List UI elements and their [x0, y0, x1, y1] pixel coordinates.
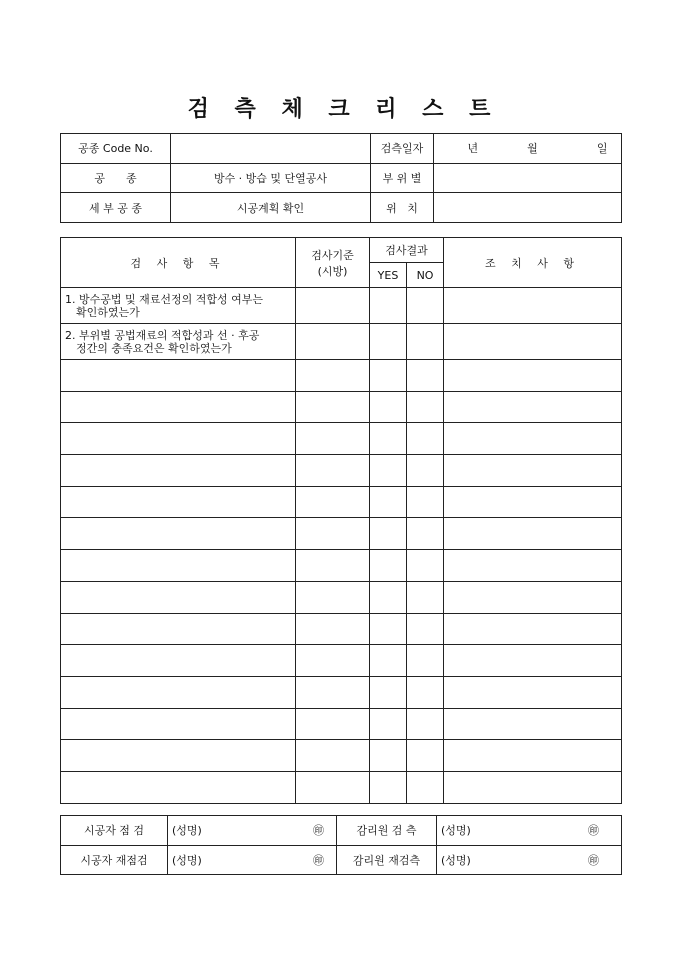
no-cell[interactable] [407, 360, 444, 392]
date-year-label: 년 [467, 142, 479, 156]
work-type-value[interactable]: 방수 · 방습 및 단열공사 [171, 163, 371, 193]
item-cell[interactable] [61, 645, 296, 677]
checklist-row [61, 771, 622, 803]
action-cell[interactable] [444, 550, 622, 582]
action-cell[interactable] [444, 676, 622, 708]
action-cell[interactable] [444, 486, 622, 518]
yes-cell[interactable] [370, 324, 407, 360]
col-header-standard-line2: (시방) [317, 264, 348, 278]
name-placeholder: (성명) [441, 853, 471, 867]
standard-cell[interactable] [296, 771, 370, 803]
yes-cell[interactable] [370, 645, 407, 677]
contractor-recheck-label: 시공자 재점검 [61, 845, 168, 875]
no-cell[interactable] [407, 740, 444, 772]
action-cell[interactable] [444, 518, 622, 550]
checklist-row [61, 550, 622, 582]
action-cell[interactable] [444, 360, 622, 392]
item-cell[interactable] [61, 486, 296, 518]
header-table [60, 133, 622, 223]
seal-icon: ㊞ [588, 853, 599, 867]
no-cell[interactable] [407, 518, 444, 550]
item-cell[interactable] [61, 771, 296, 803]
no-cell[interactable] [407, 391, 444, 423]
item-cell[interactable] [61, 455, 296, 487]
contractor-check-sign[interactable] [168, 816, 337, 846]
no-cell[interactable] [407, 771, 444, 803]
action-cell[interactable] [444, 613, 622, 645]
item-cell[interactable] [61, 550, 296, 582]
code-label: 공종 Code No. [61, 134, 171, 164]
seal-icon: ㊞ [313, 824, 324, 838]
location-label: 위 치 [371, 193, 434, 223]
col-header-no: NO [407, 263, 444, 288]
no-cell[interactable] [407, 676, 444, 708]
col-header-result: 검사결과 [370, 238, 444, 263]
yes-cell[interactable] [370, 288, 407, 324]
location-value[interactable] [434, 193, 622, 223]
blank-rows [61, 360, 622, 804]
name-placeholder: (성명) [172, 824, 202, 838]
action-cell[interactable] [444, 581, 622, 613]
seal-icon: ㊞ [313, 853, 324, 867]
no-cell[interactable] [407, 550, 444, 582]
standard-cell[interactable] [296, 676, 370, 708]
yes-cell[interactable] [370, 771, 407, 803]
checklist-row [61, 360, 622, 392]
yes-cell[interactable] [370, 486, 407, 518]
date-month-label: 월 [527, 142, 538, 156]
signature-table [60, 815, 622, 875]
checklist-item-2 [61, 324, 296, 360]
action-cell[interactable] [444, 771, 622, 803]
checklist-table [60, 237, 622, 804]
no-cell[interactable] [407, 645, 444, 677]
seal-icon: ㊞ [588, 824, 599, 838]
work-type-label: 공 종 [61, 163, 171, 193]
checklist-row [61, 645, 622, 677]
standard-cell[interactable] [296, 423, 370, 455]
standard-cell[interactable] [296, 645, 370, 677]
standard-cell[interactable] [296, 581, 370, 613]
yes-cell[interactable] [370, 518, 407, 550]
yes-cell[interactable] [370, 423, 407, 455]
checklist-row [61, 486, 622, 518]
yes-cell[interactable] [370, 391, 407, 423]
action-cell[interactable] [444, 423, 622, 455]
inspection-date-label: 검측일자 [371, 134, 434, 164]
yes-cell[interactable] [370, 740, 407, 772]
yes-cell[interactable] [370, 455, 407, 487]
item-cell[interactable] [61, 708, 296, 740]
col-header-action: 조 치 사 항 [444, 238, 622, 288]
action-cell[interactable] [444, 740, 622, 772]
checklist-item-1 [61, 288, 296, 324]
item-cell[interactable] [61, 518, 296, 550]
action-cell[interactable] [444, 455, 622, 487]
checklist-row [61, 676, 622, 708]
supervisor-recheck-label: 감리원 재검측 [337, 845, 437, 875]
date-day-label: 일 [596, 142, 608, 156]
yes-cell[interactable] [370, 613, 407, 645]
no-cell[interactable] [407, 613, 444, 645]
checklist-row [61, 740, 622, 772]
standard-cell[interactable] [296, 486, 370, 518]
no-cell[interactable] [407, 581, 444, 613]
col-header-standard [296, 238, 370, 288]
supervisor-check-sign[interactable] [437, 816, 622, 846]
standard-cell[interactable] [296, 708, 370, 740]
document-title: 검 측 체 크 리 스 트 [187, 96, 493, 122]
checklist-row [61, 708, 622, 740]
checklist-row [61, 455, 622, 487]
item-cell[interactable] [61, 423, 296, 455]
standard-cell[interactable] [296, 360, 370, 392]
item-cell[interactable] [61, 676, 296, 708]
item-2-line1: 2. 부위별 공법재료의 적합성과 선 · 후공 [65, 328, 260, 342]
standard-cell[interactable] [296, 324, 370, 360]
no-cell[interactable] [407, 486, 444, 518]
item-cell[interactable] [61, 613, 296, 645]
no-cell[interactable] [407, 324, 444, 360]
item-2-line2: 정간의 충족요건은 확인하였는가 [76, 341, 232, 355]
inspection-date-value[interactable] [434, 134, 622, 164]
detail-work-value[interactable]: 시공계획 확인 [171, 193, 371, 223]
supervisor-check-label: 감리원 검 측 [337, 816, 437, 846]
checklist-row [61, 518, 622, 550]
no-cell[interactable] [407, 288, 444, 324]
item-cell[interactable] [61, 391, 296, 423]
col-header-item: 검 사 항 목 [61, 238, 296, 288]
contractor-check-label: 시공자 점 검 [61, 816, 168, 846]
name-placeholder: (성명) [172, 853, 202, 867]
item-cell[interactable] [61, 360, 296, 392]
contractor-recheck-sign[interactable] [168, 845, 337, 875]
checklist-row [61, 324, 622, 360]
col-header-standard-line1: 검사기준 [311, 248, 354, 262]
detail-work-label: 세 부 공 종 [61, 193, 171, 223]
checklist-row [61, 613, 622, 645]
action-cell[interactable] [444, 288, 622, 324]
part-label: 부 위 별 [371, 163, 434, 193]
yes-cell[interactable] [370, 581, 407, 613]
standard-cell[interactable] [296, 391, 370, 423]
checklist-row [61, 581, 622, 613]
yes-cell[interactable] [370, 708, 407, 740]
supervisor-recheck-sign[interactable] [437, 845, 622, 875]
no-cell[interactable] [407, 708, 444, 740]
yes-cell[interactable] [370, 676, 407, 708]
checklist-row [61, 423, 622, 455]
no-cell[interactable] [407, 423, 444, 455]
item-cell[interactable] [61, 581, 296, 613]
standard-cell[interactable] [296, 740, 370, 772]
action-cell[interactable] [444, 645, 622, 677]
name-placeholder: (성명) [441, 824, 471, 838]
checklist-row [61, 391, 622, 423]
standard-cell[interactable] [296, 518, 370, 550]
yes-cell[interactable] [370, 550, 407, 582]
yes-cell[interactable] [370, 360, 407, 392]
col-header-yes: YES [370, 263, 407, 288]
item-cell[interactable] [61, 740, 296, 772]
standard-cell[interactable] [296, 613, 370, 645]
checklist-row [61, 288, 622, 324]
no-cell[interactable] [407, 455, 444, 487]
code-value[interactable] [171, 134, 371, 164]
action-cell[interactable] [444, 708, 622, 740]
standard-cell[interactable] [296, 455, 370, 487]
item-1-line2: 확인하였는가 [76, 305, 140, 319]
action-cell[interactable] [444, 391, 622, 423]
item-1-line1: 1. 방수공법 및 재료선정의 적합성 여부는 [65, 292, 263, 306]
standard-cell[interactable] [296, 288, 370, 324]
part-value[interactable] [434, 163, 622, 193]
action-cell[interactable] [444, 324, 622, 360]
standard-cell[interactable] [296, 550, 370, 582]
